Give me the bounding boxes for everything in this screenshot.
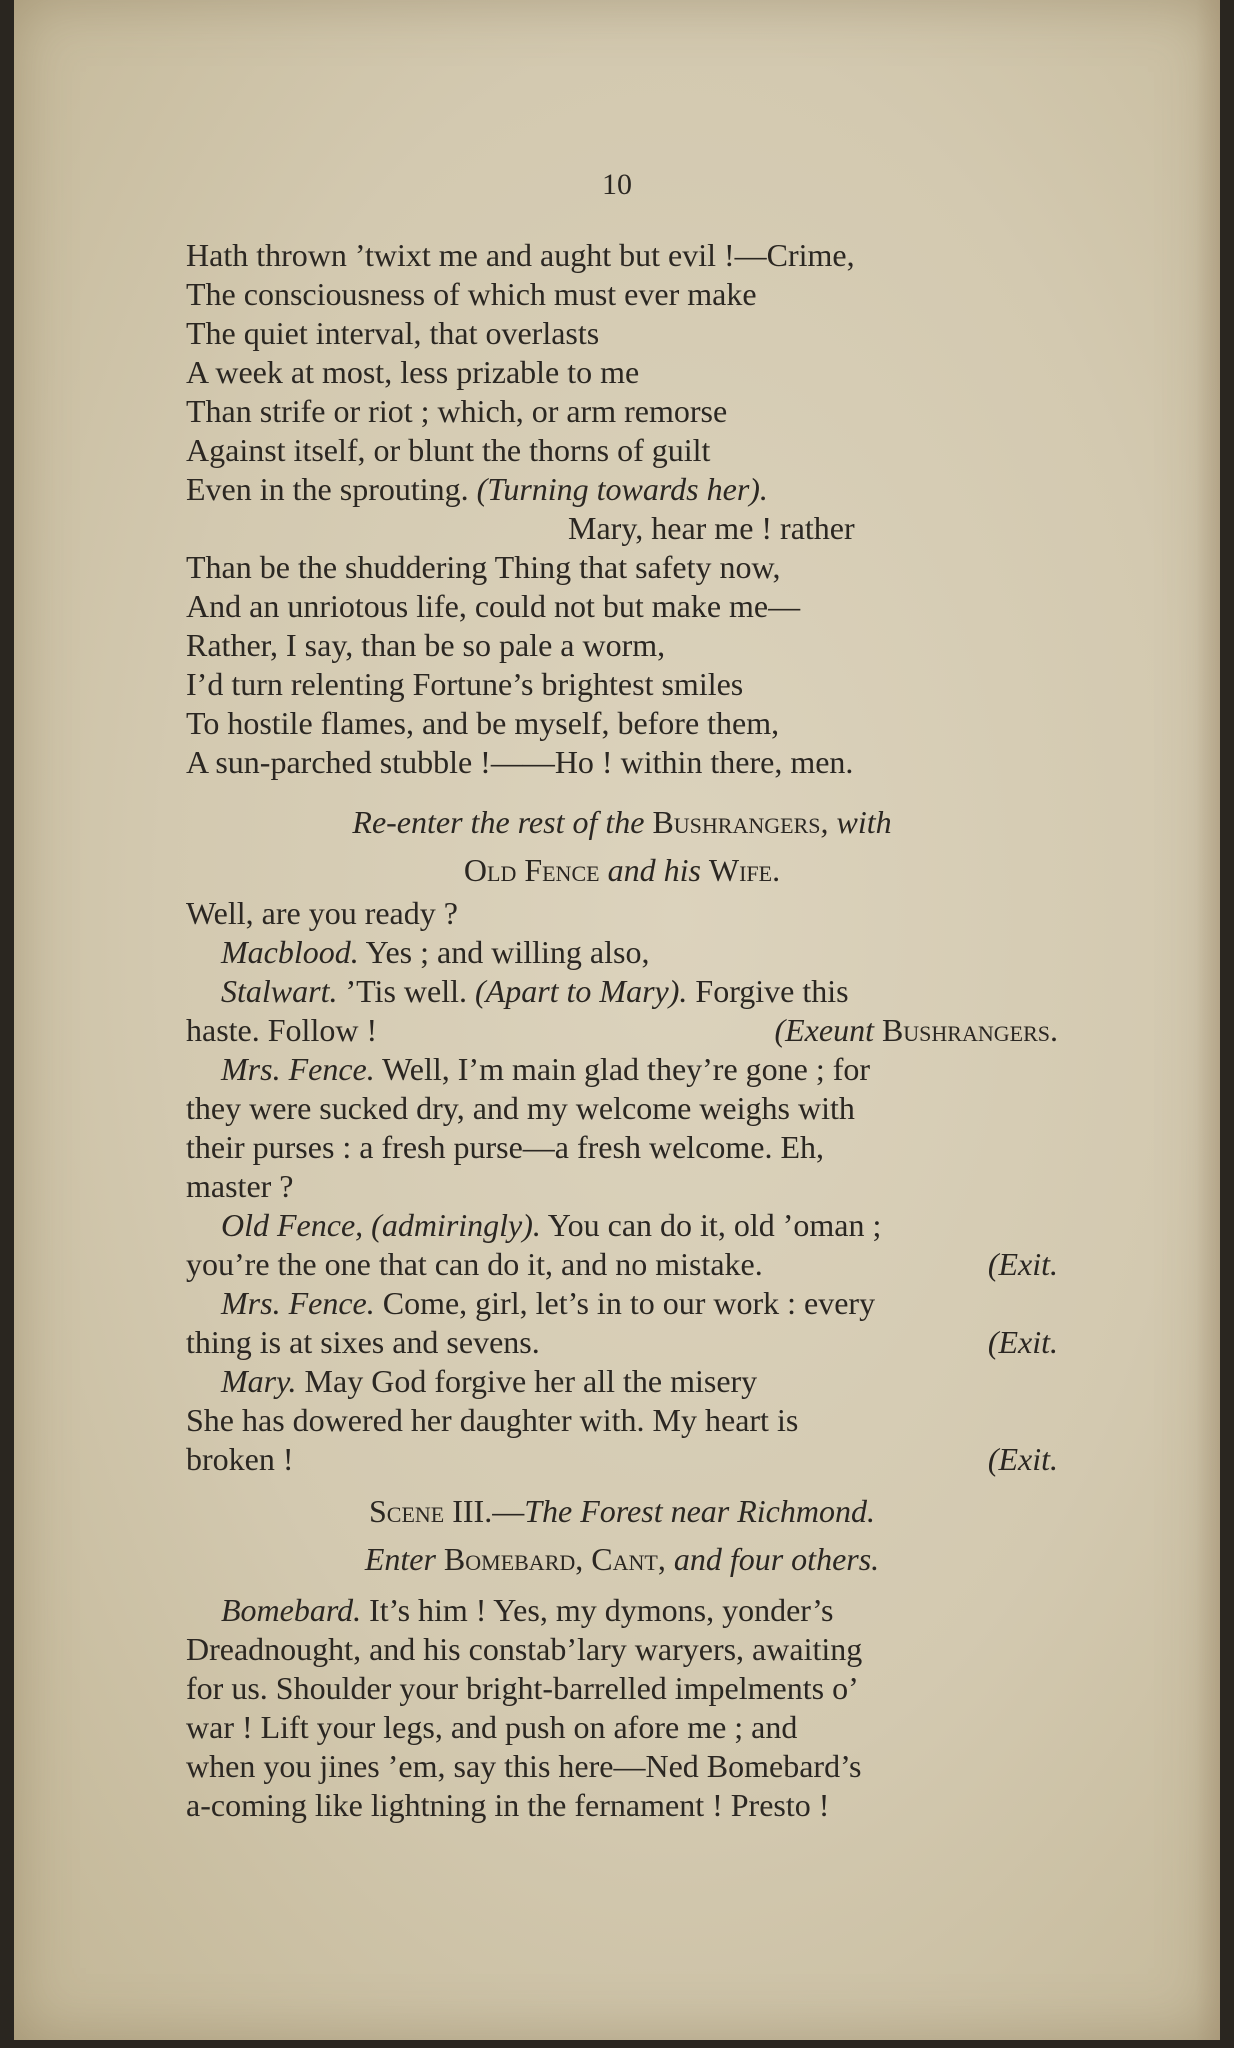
dialogue-line: Well, are you ready ? (186, 895, 458, 931)
verse-line: Than be the shuddering Thing that safety now, (186, 549, 781, 585)
dialogue-line: they were sucked dry, and my welcome weighs with (186, 1090, 855, 1126)
dialogue-line: war ! Lift your legs, and push on afore me ; and (186, 1709, 798, 1745)
dialogue-line: you’re the one that can do it, and no mistake. (Exit. (186, 1246, 1058, 1282)
stage-direction-reenter: Re-enter the rest of the Bushrangers, with (352, 804, 892, 840)
verse-line: A week at most, less prizable to me (186, 354, 640, 390)
verse-line: I’d turn relenting Fortune’s brightest smiles (186, 666, 744, 702)
verse-line: The consciousness of which must ever make (186, 276, 757, 312)
dialogue-line: for us. Shoulder your bright-barrelled impelments o’ (186, 1670, 859, 1706)
speaker-name: Mrs. Fence. (221, 1285, 375, 1321)
speech-mrs-fence: Mrs. Fence. Well, I’m main glad they’re gone ; for (221, 1051, 871, 1087)
speech-macblood: Macblood. Yes ; and willing also, (221, 934, 650, 970)
dialogue-line: thing is at sixes and sevens. (Exit. (186, 1324, 1058, 1360)
scene-heading: Scene III.—The Forest near Richmond. (369, 1493, 875, 1529)
dialogue-line: a-coming like lightning in the fernament ! Presto ! (186, 1787, 830, 1823)
verse-line: Rather, I say, than be so pale a worm, (186, 627, 666, 663)
play-text (186, 236, 1058, 1825)
stage-direction-exeunt: (Exeunt Bushrangers. (774, 1012, 1058, 1048)
speaker-name: Old Fence, (221, 1207, 364, 1243)
speech-mrs-fence: Mrs. Fence. Come, girl, let’s in to our work : every (221, 1285, 876, 1321)
verse-line: Mary, hear me ! rather (568, 510, 855, 546)
stage-direction: (admiringly). (363, 1207, 541, 1243)
speech-bomebard: Bomebard. It’s him ! Yes, my dymons, yonder’s (221, 1592, 834, 1628)
speaker-name: Stalwart. (221, 973, 338, 1009)
verse-line: A sun-parched stubble !——Ho ! within there, men. (186, 744, 854, 780)
speech-old-fence: Old Fence, (admiringly). You can do it, old ’oman ; (221, 1207, 882, 1243)
dialogue-line: their purses : a fresh purse—a fresh welcome. Eh, (186, 1129, 824, 1165)
stage-direction-reenter-cont: Old Fence and his Wife. (463, 852, 781, 888)
stage-direction-exit: (Exit. (987, 1441, 1058, 1477)
speech-stalwart: Stalwart. ’Tis well. (Apart to Mary). Forgive this (221, 973, 849, 1009)
speaker-name: Mrs. Fence. (221, 1051, 375, 1087)
dialogue-line: She has dowered her daughter with. My heart is (186, 1402, 799, 1438)
verse-line: The quiet interval, that overlasts (186, 315, 600, 351)
stage-direction: (Apart to Mary). (474, 973, 688, 1009)
stage-direction-enter: Enter Bomebard, Cant, and four others. (364, 1541, 880, 1577)
dialogue-line: Dreadnought, and his constab’lary waryers, awaiting (186, 1631, 863, 1667)
speech-mary: Mary. May God forgive her all the misery (221, 1363, 758, 1399)
verse-line: To hostile flames, and be myself, before them, (186, 705, 780, 741)
verse-line: Hath thrown ’twixt me and aught but evil !—Crime, (186, 237, 855, 273)
speaker-name: Bomebard. (221, 1592, 362, 1628)
book-page (14, 0, 1220, 2040)
verse-line: And an unriotous life, could not but make me— (186, 588, 801, 624)
verse-line: Even in the sprouting. (Turning towards her). (186, 471, 768, 507)
verse-line: Than strife or riot ; which, or arm remorse (186, 393, 728, 429)
dialogue-line: broken ! (Exit. (186, 1441, 1058, 1477)
stage-direction: (Turning towards her). (476, 471, 768, 507)
dialogue-line: haste. Follow ! (Exeunt Bushrangers. (186, 1012, 1058, 1048)
speaker-name: Macblood. (221, 934, 359, 970)
stage-direction-exit: (Exit. (987, 1324, 1058, 1360)
page-number: 10 (602, 168, 632, 201)
stage-direction-exit: (Exit. (987, 1246, 1058, 1282)
speaker-name: Mary. (221, 1363, 297, 1399)
dialogue-line: when you jines ’em, say this here—Ned Bomebard’s (186, 1748, 862, 1784)
dialogue-line: master ? (186, 1168, 294, 1204)
verse-line: Against itself, or blunt the thorns of guilt (186, 432, 711, 468)
